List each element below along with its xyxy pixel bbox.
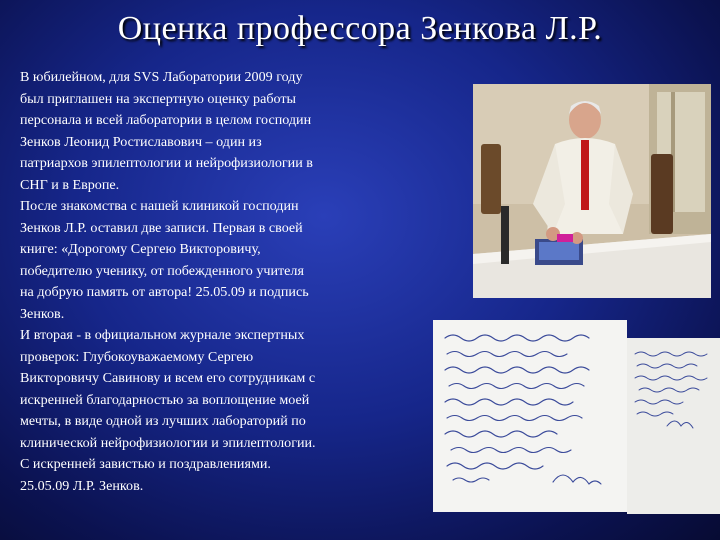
slide-title: Оценка профессора Зенкова Л.Р. xyxy=(117,10,603,47)
paragraph-intro: В юбилейном, для SVS Лаборатории 2009 году был приглашен на экспертную оценку работы персонала и всей лаборатории в целом господин Зенков Леонид Ростиславович – один из патриархов эпилептологии и нейрофизиологии в СНГ и в Европе. xyxy=(20,69,313,193)
photo-professor-signing xyxy=(473,84,711,298)
paragraph-second-note: И вторая - в официальном журнале экспертных проверок: Глубокоуважаемому Сергею Викторовичу Савинову и всем его сотрудникам с искренней благодарностью за воплощение моей мечты, в виде одной из лучших лабораторий по клинической нейрофизиологии и эпилептологии. xyxy=(20,327,316,451)
paragraph-closing: С искренней завистью и поздравлениями. 25.05.09 Л.Р. Зенков. xyxy=(20,456,271,494)
handwritten-note-journal xyxy=(433,320,627,512)
photo-illustration xyxy=(473,84,711,298)
handwritten-note-book xyxy=(627,338,720,514)
dedication-illustration xyxy=(627,338,720,514)
handwriting-illustration xyxy=(433,320,627,512)
paragraph-first-note: После знакомства с нашей клиникой господин Зенков Л.Р. оставил две записи. Первая в своей книге: «Дорогому Сергею Викторовичу, победителю ученику, от побежденного учителя на добрую память от автора! 25.05.09 и подпись Зенков. xyxy=(20,198,309,322)
body-text xyxy=(20,67,428,497)
